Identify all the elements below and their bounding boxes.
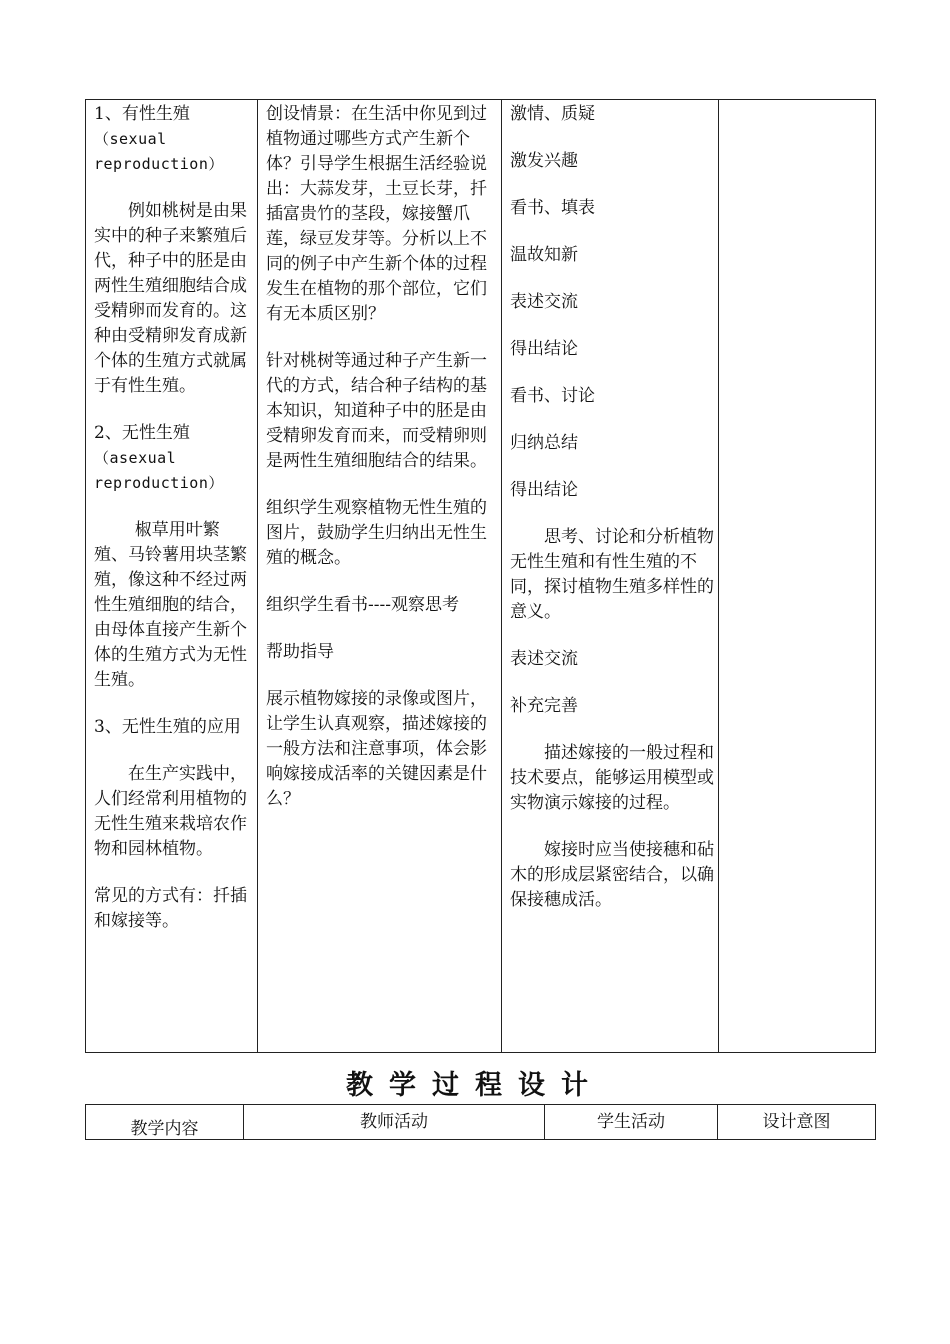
content-cell	[86, 100, 258, 1053]
header-teacher-label: 教师活动	[360, 1111, 428, 1132]
student-activity-item: 归纳总结	[510, 433, 578, 453]
asexual-reproduction-text: 椒草用叶繁殖、马铃薯用块茎繁殖，像这种不经过两性生殖细胞的结合，由母体直接产生新个体的生殖方式为无性生殖。	[94, 520, 247, 690]
student-activity-item: 激发兴趣	[510, 151, 578, 171]
student-grafting-text: 描述嫁接的一般过程和技术要点，能够运用模型或实物演示嫁接的过程。	[510, 743, 714, 813]
student-activity-item: 看书、填表	[510, 198, 595, 218]
design-intent-cell	[719, 100, 876, 1053]
common-methods-text: 常见的方式有：扦插和嫁接等。	[94, 886, 247, 931]
teacher-grafting-text: 展示植物嫁接的录像或图片，让学生认真观察，描述嫁接的一般方法和注意事项，体会影响嫁接成活率的关键因素是什么？	[266, 689, 487, 809]
student-activity-item: 表述交流	[510, 292, 578, 312]
student-activity-item: 得出结论	[510, 339, 578, 359]
student-discussion-text: 思考、讨论和分析植物无性生殖和有性生殖的不同，探讨植物生殖多样性的意义。	[510, 527, 714, 622]
teacher-scenario-text: 创设情景：在生活中你见到过植物通过哪些方式产生新个体？引导学生根据生活经验说出：大蒜发芽，土豆长芽，扦插富贵竹的茎段，嫁接蟹爪莲，绿豆发芽等。分析以上不同的例子中产生新个体的过程发生在植物的那个部位，它们有无本质区别？	[266, 104, 487, 324]
student-activity-item: 得出结论	[510, 480, 578, 500]
student-activity-item: 补充完善	[510, 696, 578, 716]
student-activity-item: 表述交流	[510, 649, 578, 669]
teacher-help-text: 帮助指导	[266, 642, 334, 662]
header-intent	[718, 1105, 876, 1140]
header-table	[85, 1104, 876, 1140]
student-activity-item: 激情、质疑	[510, 104, 595, 124]
student-activity-item: 温故知新	[510, 245, 578, 265]
heading-asexual-reproduction: 2、无性生殖	[94, 423, 190, 443]
section-title: 教学过程设计	[346, 1070, 604, 1101]
heading-asexual-reproduction-en: （asexual reproduction）	[94, 449, 224, 492]
student-grafting-note: 嫁接时应当使接穗和砧木的形成层紧密结合，以确保接穗成活。	[510, 840, 714, 910]
heading-sexual-reproduction-en: （sexual reproduction）	[94, 130, 224, 173]
heading-sexual-reproduction: 1、有性生殖	[94, 104, 190, 124]
application-text: 在生产实践中，人们经常利用植物的无性生殖来栽培农作物和园林植物。	[94, 764, 247, 859]
lesson-table	[85, 99, 876, 1053]
sexual-reproduction-text: 例如桃树是由果实中的种子来繁殖后代，种子中的胚是由两性生殖细胞结合成受精卵而发育的。这种由受精卵发育成新个体的生殖方式就属于有性生殖。	[94, 201, 247, 396]
teacher-activity-cell	[258, 100, 502, 1053]
heading-asexual-application: 3、无性生殖的应用	[94, 717, 241, 737]
teacher-read-text: 组织学生看书----观察思考	[266, 595, 459, 615]
header-teacher	[244, 1105, 545, 1140]
header-content	[86, 1105, 244, 1140]
header-student-label: 学生活动	[597, 1111, 665, 1132]
teacher-observe-text: 组织学生观察植物无性生殖的图片，鼓励学生归纳出无性生殖的概念。	[266, 498, 487, 568]
header-content-label: 教学内容	[130, 1118, 199, 1139]
student-activity-cell	[502, 100, 719, 1053]
header-student	[545, 1105, 718, 1140]
header-intent-label: 设计意图	[762, 1111, 831, 1132]
student-activity-item: 看书、讨论	[510, 386, 595, 406]
teacher-seed-text: 针对桃树等通过种子产生新一代的方式，结合种子结构的基本知识，知道种子中的胚是由受精卵发育而来，而受精卵则是两性生殖细胞结合的结果。	[266, 351, 487, 471]
